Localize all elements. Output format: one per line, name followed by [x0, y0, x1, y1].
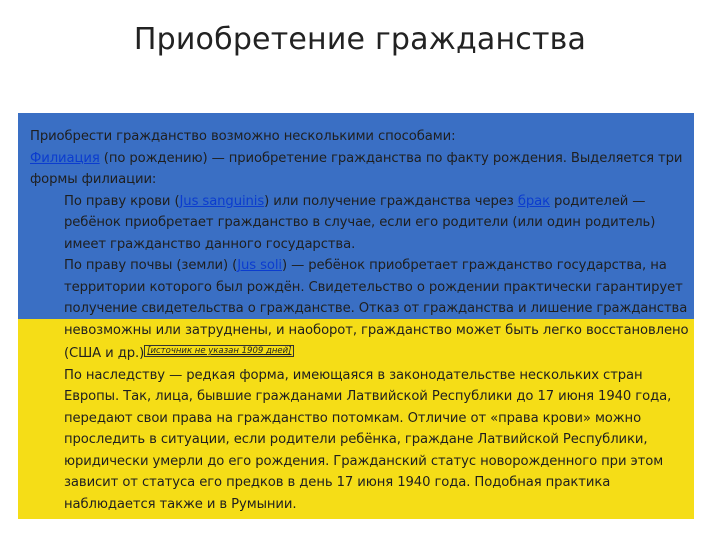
- blood-prefix: По праву крови (: [64, 193, 180, 209]
- blood-right-paragraph: [30, 191, 690, 256]
- blood-suffix: родителей — ребёнок приобретает гражданство в случае, если его родители (или один родитель) имеет гражданство данного государства.: [64, 193, 656, 252]
- soil-suffix: ) — ребёнок приобретает гражданство государства, на территории которого был рождён. Свидетельство о рождении практически гарантирует получение свидетельства о гражданстве. Отказ от гражданства и лишение гражданства невозможны или затруднены, и наоборот, гражданство может быть легко восстановлено (США и др.): [64, 258, 689, 361]
- jus-sanguinis-link[interactable]: Jus sanguinis: [179, 193, 265, 209]
- blood-middle: ) или получение гражданства через: [264, 193, 518, 209]
- soil-right-paragraph: [30, 255, 690, 365]
- jus-soli-link[interactable]: Jus soli: [237, 258, 282, 273]
- citation-needed-note[interactable]: [источник не указан 1909 дней]: [144, 345, 294, 357]
- inheritance-paragraph: По наследству — редкая форма, имеющаяся в законодательстве нескольких стран Европы. Так, лица, бывшие гражданами Латвийской Республики до 17 июня 1940 года, передают свои права на гражданство потомкам. Отличие от «права крови» можно проследить в ситуации, если родители ребёнка, граждане Латвийской Республики, юридически умерли до его рождения. Гражданский статус новорожденного при этом зависит от статуса его предков в день 17 июня 1940 года. Подобная практика наблюдается также и в Румынии.: [64, 367, 672, 512]
- marriage-link[interactable]: брак: [517, 193, 550, 209]
- filiation-link[interactable]: Филиация: [30, 150, 100, 166]
- filiation-text: (по рождению) — приобретение гражданства по факту рождения. Выделяется три формы филиации:: [30, 150, 683, 187]
- filiation-paragraph: [30, 148, 690, 191]
- soil-prefix: По праву почвы (земли) (: [64, 258, 238, 273]
- slide-title: Приобретение гражданства: [133, 22, 587, 57]
- intro-line: Приобрести гражданство возможно несколькими способами:: [30, 129, 456, 144]
- slide-body: [30, 126, 690, 515]
